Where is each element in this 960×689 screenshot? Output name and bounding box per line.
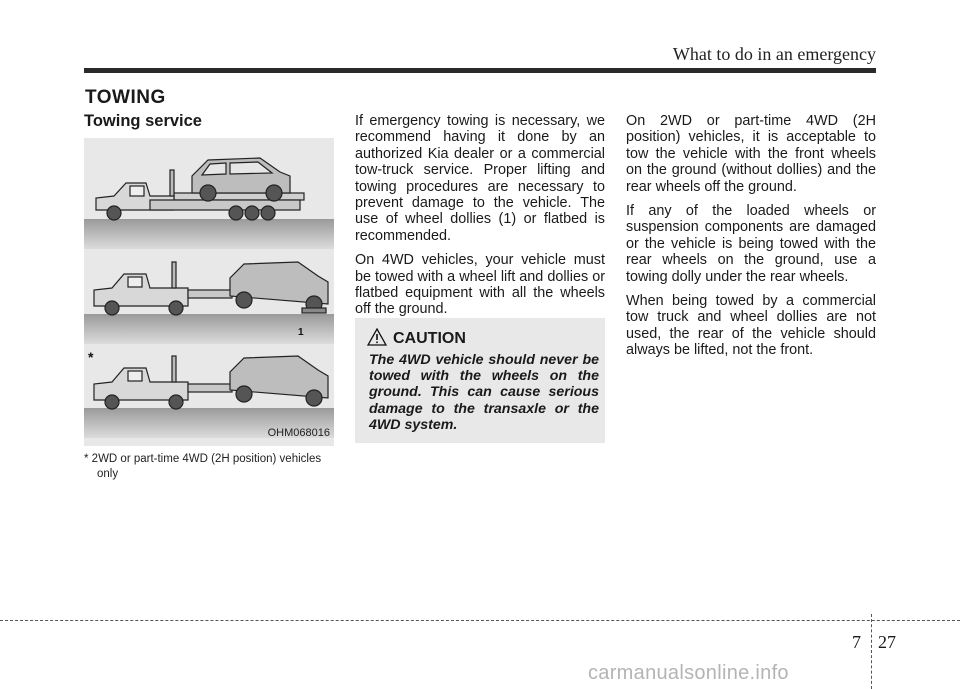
figure-footnote	[84, 452, 344, 482]
paragraph-4wd-vehicles: On 4WD vehicles, your vehicle must be towed with a wheel lift and dollies or flatbed equipment with all the wheels off the ground.	[355, 252, 605, 318]
paragraph-towing-necessary: If emergency towing is necessary, we recommend having it done by an authorized Kia dealer or a commercial tow-truck service. Proper lifting and towing procedures are necessary to prevent damage to the vehicle. The use of wheel dollies (1) or flatbed is recommended.	[355, 113, 605, 244]
footnote-line-1: * 2WD or part-time 4WD (2H position) vehicles	[84, 453, 322, 465]
suv-rear-lifted	[230, 356, 328, 406]
page-number: 27	[878, 632, 896, 652]
figure-code: OHM068016	[267, 427, 330, 439]
subsection-title: Towing service	[84, 112, 202, 130]
paragraph-2wd-towing: On 2WD or part-time 4WD (2H position) vehicles, it is acceptable to tow the vehicle with the front wheels on the ground (without dollies) and the rear wheels off the ground.	[626, 113, 876, 195]
section-title: TOWING	[85, 87, 166, 108]
towing-illustration	[84, 138, 334, 446]
ground-strip-2	[84, 314, 334, 344]
header-title: What to do in an emergency	[672, 44, 876, 64]
paragraph-commercial-tow: When being towed by a commercial tow truck and wheel dollies are not used, the rear of the vehicle should always be lifted, not the front.	[626, 293, 876, 359]
warning-icon	[367, 328, 387, 346]
watermark: carmanualsonline.info	[588, 662, 789, 684]
towing-illustration-drawing	[84, 138, 334, 446]
page-section-number: 7	[852, 632, 861, 652]
suv-on-dollies	[230, 262, 328, 313]
caution-text: The 4WD vehicle should never be towed with the wheels on the ground. This can cause serious damage to the transaxle or the 4WD system.	[369, 352, 599, 433]
column-2	[355, 113, 605, 326]
header-rule	[84, 68, 876, 73]
ground-strip-1	[84, 219, 334, 249]
footnote-line-2: only	[97, 468, 119, 480]
page-divider	[871, 614, 872, 689]
paragraph-damaged-wheels: If any of the loaded wheels or suspension components are damaged or the vehicle is being towed with the rear wheels on the ground, use a towing dolly under the rear wheels.	[626, 203, 876, 285]
footer-rule	[0, 620, 960, 621]
caution-title: CAUTION	[393, 330, 466, 347]
column-3	[626, 113, 876, 367]
callout-1: 1	[298, 327, 304, 338]
caution-box	[355, 318, 605, 443]
figure-asterisk: *	[88, 349, 94, 365]
wheel-dolly	[302, 308, 326, 313]
wheel-lift-truck	[94, 262, 232, 315]
tow-truck-2wd	[94, 356, 232, 409]
